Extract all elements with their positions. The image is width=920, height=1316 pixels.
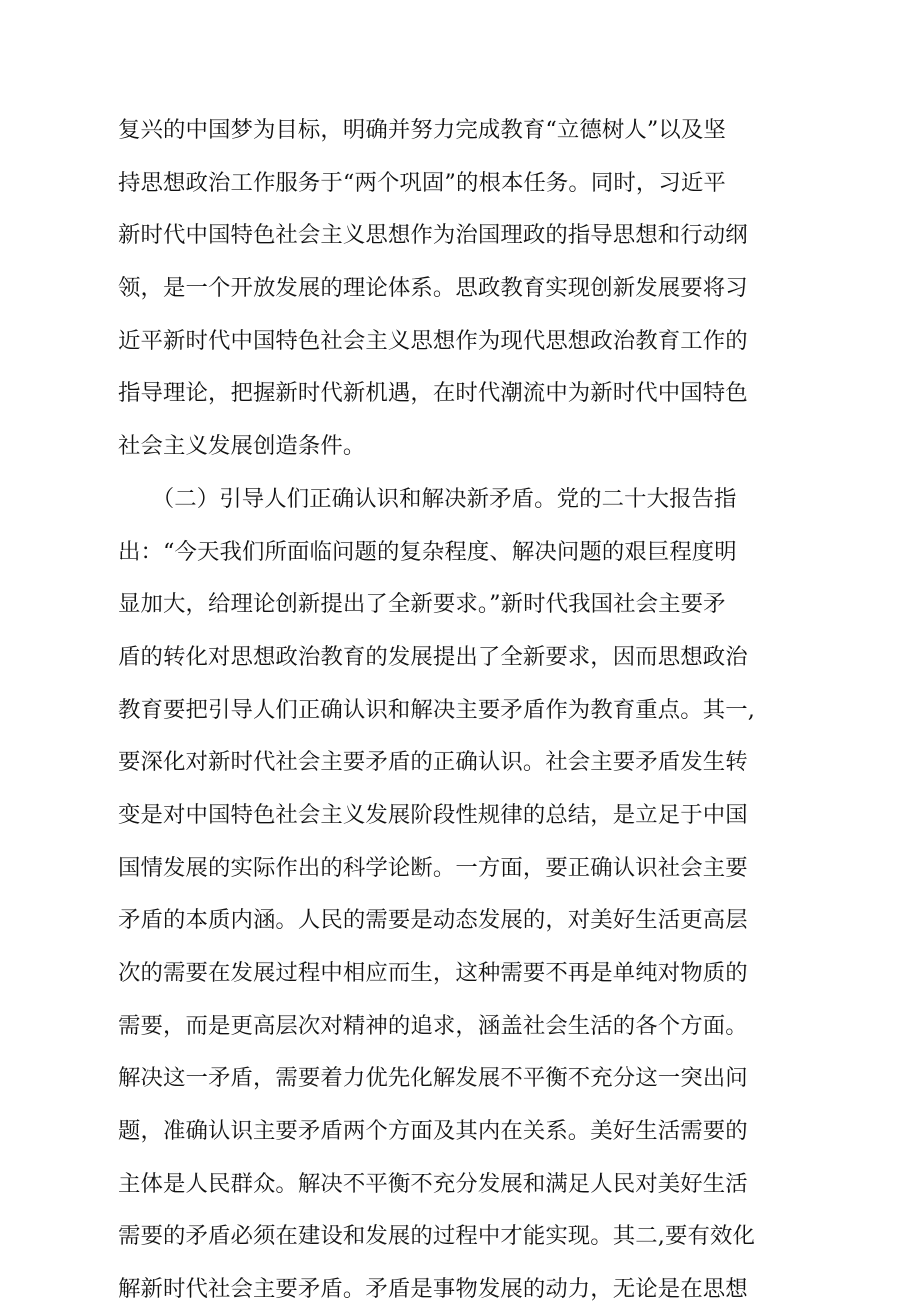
text-line: 盾的转化对思想政治教育的发展提出了全新要求，因而思想政治 (118, 643, 748, 670)
text-line: 领，是一个开放发展的理论体系。思政教育实现创新发展要将习 (118, 275, 748, 302)
text-line: 国情发展的实际作出的科学论断。一方面，要正确认识社会主要 (118, 854, 748, 881)
text-line: 需要，而是更高层次对精神的追求，涵盖社会生活的各个方面。 (118, 1012, 748, 1039)
text-line: 显加大，给理论创新提出了全新要求。”新时代我国社会主要矛 (118, 591, 726, 618)
text-line: 矛盾的本质内涵。人民的需要是动态发展的，对美好生活更高层 (118, 907, 748, 934)
text-line: 变是对中国特色社会主义发展阶段性规律的总结，是立足于中国 (118, 801, 748, 828)
text-line: 社会主义发展创造条件。 (118, 433, 366, 460)
text-line: 近平新时代中国特色社会主义思想作为现代思想政治教育工作的 (118, 327, 748, 354)
text-line: 指导理论，把握新时代新机遇，在时代潮流中为新时代中国特色 (118, 380, 748, 407)
section-heading-line: （二）引导人们正确认识和解决新矛盾。党的二十大报告指 (118, 485, 737, 512)
text-line: 题，准确认识主要矛盾两个方面及其内在关系。美好生活需要的 (118, 1118, 748, 1145)
text-line: 需要的矛盾必须在建设和发展的过程中才能实现。其二,要有效化 (118, 1223, 755, 1250)
text-line: 解新时代社会主要矛盾。矛盾是事物发展的动力，无论是在思想 (118, 1276, 748, 1303)
text-line: 解决这一矛盾，需要着力优先化解发展不平衡不充分这一突出问 (118, 1065, 748, 1092)
text-line: 次的需要在发展过程中相应而生，这种需要不再是单纯对物质的 (118, 960, 748, 986)
body-text (118, 104, 808, 1316)
text-line: 要深化对新时代社会主要矛盾的正确认识。社会主要矛盾发生转 (118, 749, 748, 776)
text-line: 出：“今天我们所面临问题的复杂程度、解决问题的艰巨程度明 (118, 538, 737, 565)
text-line: 持思想政治工作服务于“两个巩固”的根本任务。同时，习近平 (118, 169, 726, 196)
text-line: 教育要把引导人们正确认识和解决主要矛盾作为教育重点。其一, (118, 696, 755, 723)
text-line: 复兴的中国梦为目标，明确并努力完成教育“立德树人”以及坚 (118, 117, 726, 143)
text-line: 主体是人民群众。解决不平衡不充分发展和满足人民对美好生活 (118, 1170, 748, 1197)
text-line: 新时代中国特色社会主义思想作为治国理政的指导思想和行动纲 (118, 222, 748, 249)
